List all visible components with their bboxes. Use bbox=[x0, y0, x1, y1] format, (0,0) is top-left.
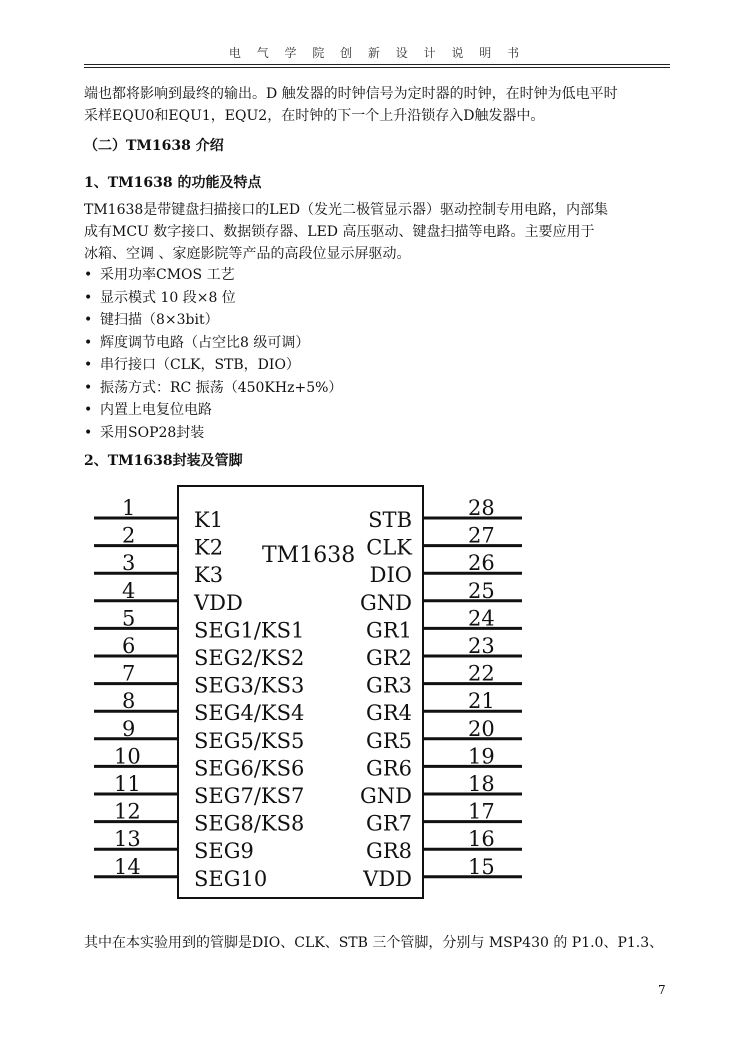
pin-label: SEG3/KS3 bbox=[194, 673, 305, 698]
pin-number: 8 bbox=[122, 689, 136, 714]
pin-label: SEG9 bbox=[194, 839, 254, 864]
subsection-1-title: 1、TM1638 的功能及特点 bbox=[84, 175, 262, 191]
section-title: （二）TM1638 介绍 bbox=[84, 138, 224, 154]
list-item: • 键扫描（8×3bit） bbox=[84, 312, 219, 328]
page-number: 7 bbox=[658, 983, 666, 997]
pin-label: GR4 bbox=[366, 701, 412, 726]
intro-line-1: 端也都将影响到最终的输出。D 触发器的时钟信号为定时器的时钟，在时钟为低电平时 bbox=[84, 86, 618, 102]
pin-number: 3 bbox=[122, 551, 136, 576]
pin-number: 13 bbox=[114, 827, 141, 852]
pin-label: GR5 bbox=[366, 728, 412, 753]
pin-number: 7 bbox=[122, 661, 136, 686]
desc-line-2: 成有MCU 数字接口、数据锁存器、LED 高压驱动、键盘扫描等电路。主要应用于 bbox=[84, 224, 595, 240]
list-item: • 内置上电复位电路 bbox=[84, 402, 212, 418]
pin-label: VDD bbox=[363, 866, 412, 891]
pin-number: 27 bbox=[468, 523, 495, 548]
pin-number: 9 bbox=[122, 716, 136, 741]
pin-number: 16 bbox=[468, 827, 495, 852]
pin-label: GR1 bbox=[366, 618, 412, 643]
pin-label: K1 bbox=[194, 508, 224, 532]
pin-number: 20 bbox=[468, 716, 495, 741]
pin-number: 21 bbox=[468, 689, 495, 714]
header-rule-thin bbox=[84, 67, 670, 68]
pin-label: VDD bbox=[194, 590, 243, 615]
pin-number: 22 bbox=[468, 661, 495, 686]
pin-number: 19 bbox=[468, 744, 495, 769]
pin-number: 25 bbox=[468, 578, 495, 603]
pin-number: 4 bbox=[122, 578, 136, 603]
pin-label: GR7 bbox=[366, 811, 412, 836]
pin-label: SEG6/KS6 bbox=[194, 756, 305, 781]
desc-line-1: TM1638是带键盘扫描接口的LED（发光二极管显示器）驱动控制专用电路，内部集 bbox=[84, 202, 609, 218]
pin-number: 28 bbox=[468, 496, 495, 520]
pin-number: 17 bbox=[468, 799, 495, 824]
pin-label: SEG4/KS4 bbox=[194, 701, 305, 726]
pin-number: 2 bbox=[122, 523, 136, 548]
chip-name: TM1638 bbox=[262, 543, 356, 568]
pin-number: 1 bbox=[122, 496, 136, 520]
pin-label: SEG5/KS5 bbox=[194, 728, 305, 753]
pin-label: K2 bbox=[194, 535, 224, 560]
closing-line: 其中在本实验用到的管脚是DIO、CLK、STB 三个管脚，分别与 MSP430 的 P1.0、P1.3、 bbox=[84, 935, 664, 951]
header-rule bbox=[84, 64, 670, 65]
list-item: • 显示模式 10 段×8 位 bbox=[84, 289, 236, 306]
pin-number: 23 bbox=[468, 634, 495, 658]
pin-label: GND bbox=[360, 590, 412, 615]
list-item: • 串行接口（CLK，STB，DIO） bbox=[84, 357, 300, 373]
list-item: • 辉度调节电路（占空比8 级可调） bbox=[84, 334, 310, 351]
pin-label: STB bbox=[368, 508, 412, 532]
pin-label: SEG8/KS8 bbox=[194, 811, 305, 836]
pin-number: 12 bbox=[114, 799, 141, 824]
pin-label: SEG7/KS7 bbox=[194, 784, 305, 808]
pin-label: GND bbox=[360, 784, 412, 808]
pin-label: GR2 bbox=[366, 646, 412, 670]
pin-label: CLK bbox=[366, 535, 412, 560]
pin-label: GR8 bbox=[366, 839, 412, 864]
pin-number: 24 bbox=[468, 606, 495, 631]
page-header-title: 电 气 学 院 创 新 设 计 说 明 书 bbox=[228, 46, 526, 60]
pin-label: SEG1/KS1 bbox=[194, 618, 305, 643]
pin-number: 26 bbox=[468, 551, 495, 576]
desc-line-3: 冰箱、空调 、家庭影院等产品的高段位显示屏驱动。 bbox=[84, 246, 411, 262]
pin-label: DIO bbox=[369, 563, 412, 588]
pin-number: 18 bbox=[468, 772, 495, 796]
pin-label: GR6 bbox=[366, 756, 412, 781]
pin-number: 5 bbox=[122, 606, 136, 631]
list-item: • 采用功率CMOS 工艺 bbox=[84, 267, 235, 283]
pin-number: 11 bbox=[114, 772, 141, 796]
pin-number: 15 bbox=[468, 854, 495, 879]
pin-label: SEG10 bbox=[194, 866, 268, 891]
pin-label: SEG2/KS2 bbox=[194, 646, 305, 670]
subsection-2-title: 2、TM1638封装及管脚 bbox=[84, 453, 243, 469]
feature-list bbox=[84, 264, 670, 444]
pin-label: GR3 bbox=[366, 673, 412, 698]
pin-label: K3 bbox=[194, 563, 224, 588]
pin-number: 14 bbox=[114, 854, 141, 879]
tm1638-pinout-diagram bbox=[94, 480, 524, 910]
intro-line-2: 采样EQU0和EQU1，EQU2，在时钟的下一个上升沿锁存入D触发器中。 bbox=[84, 108, 545, 124]
pin-number: 6 bbox=[122, 634, 136, 658]
pin-number: 10 bbox=[114, 744, 141, 769]
list-item: • 采用SOP28封装 bbox=[84, 424, 205, 441]
list-item: • 振荡方式：RC 振荡（450KHz+5%） bbox=[84, 379, 343, 396]
